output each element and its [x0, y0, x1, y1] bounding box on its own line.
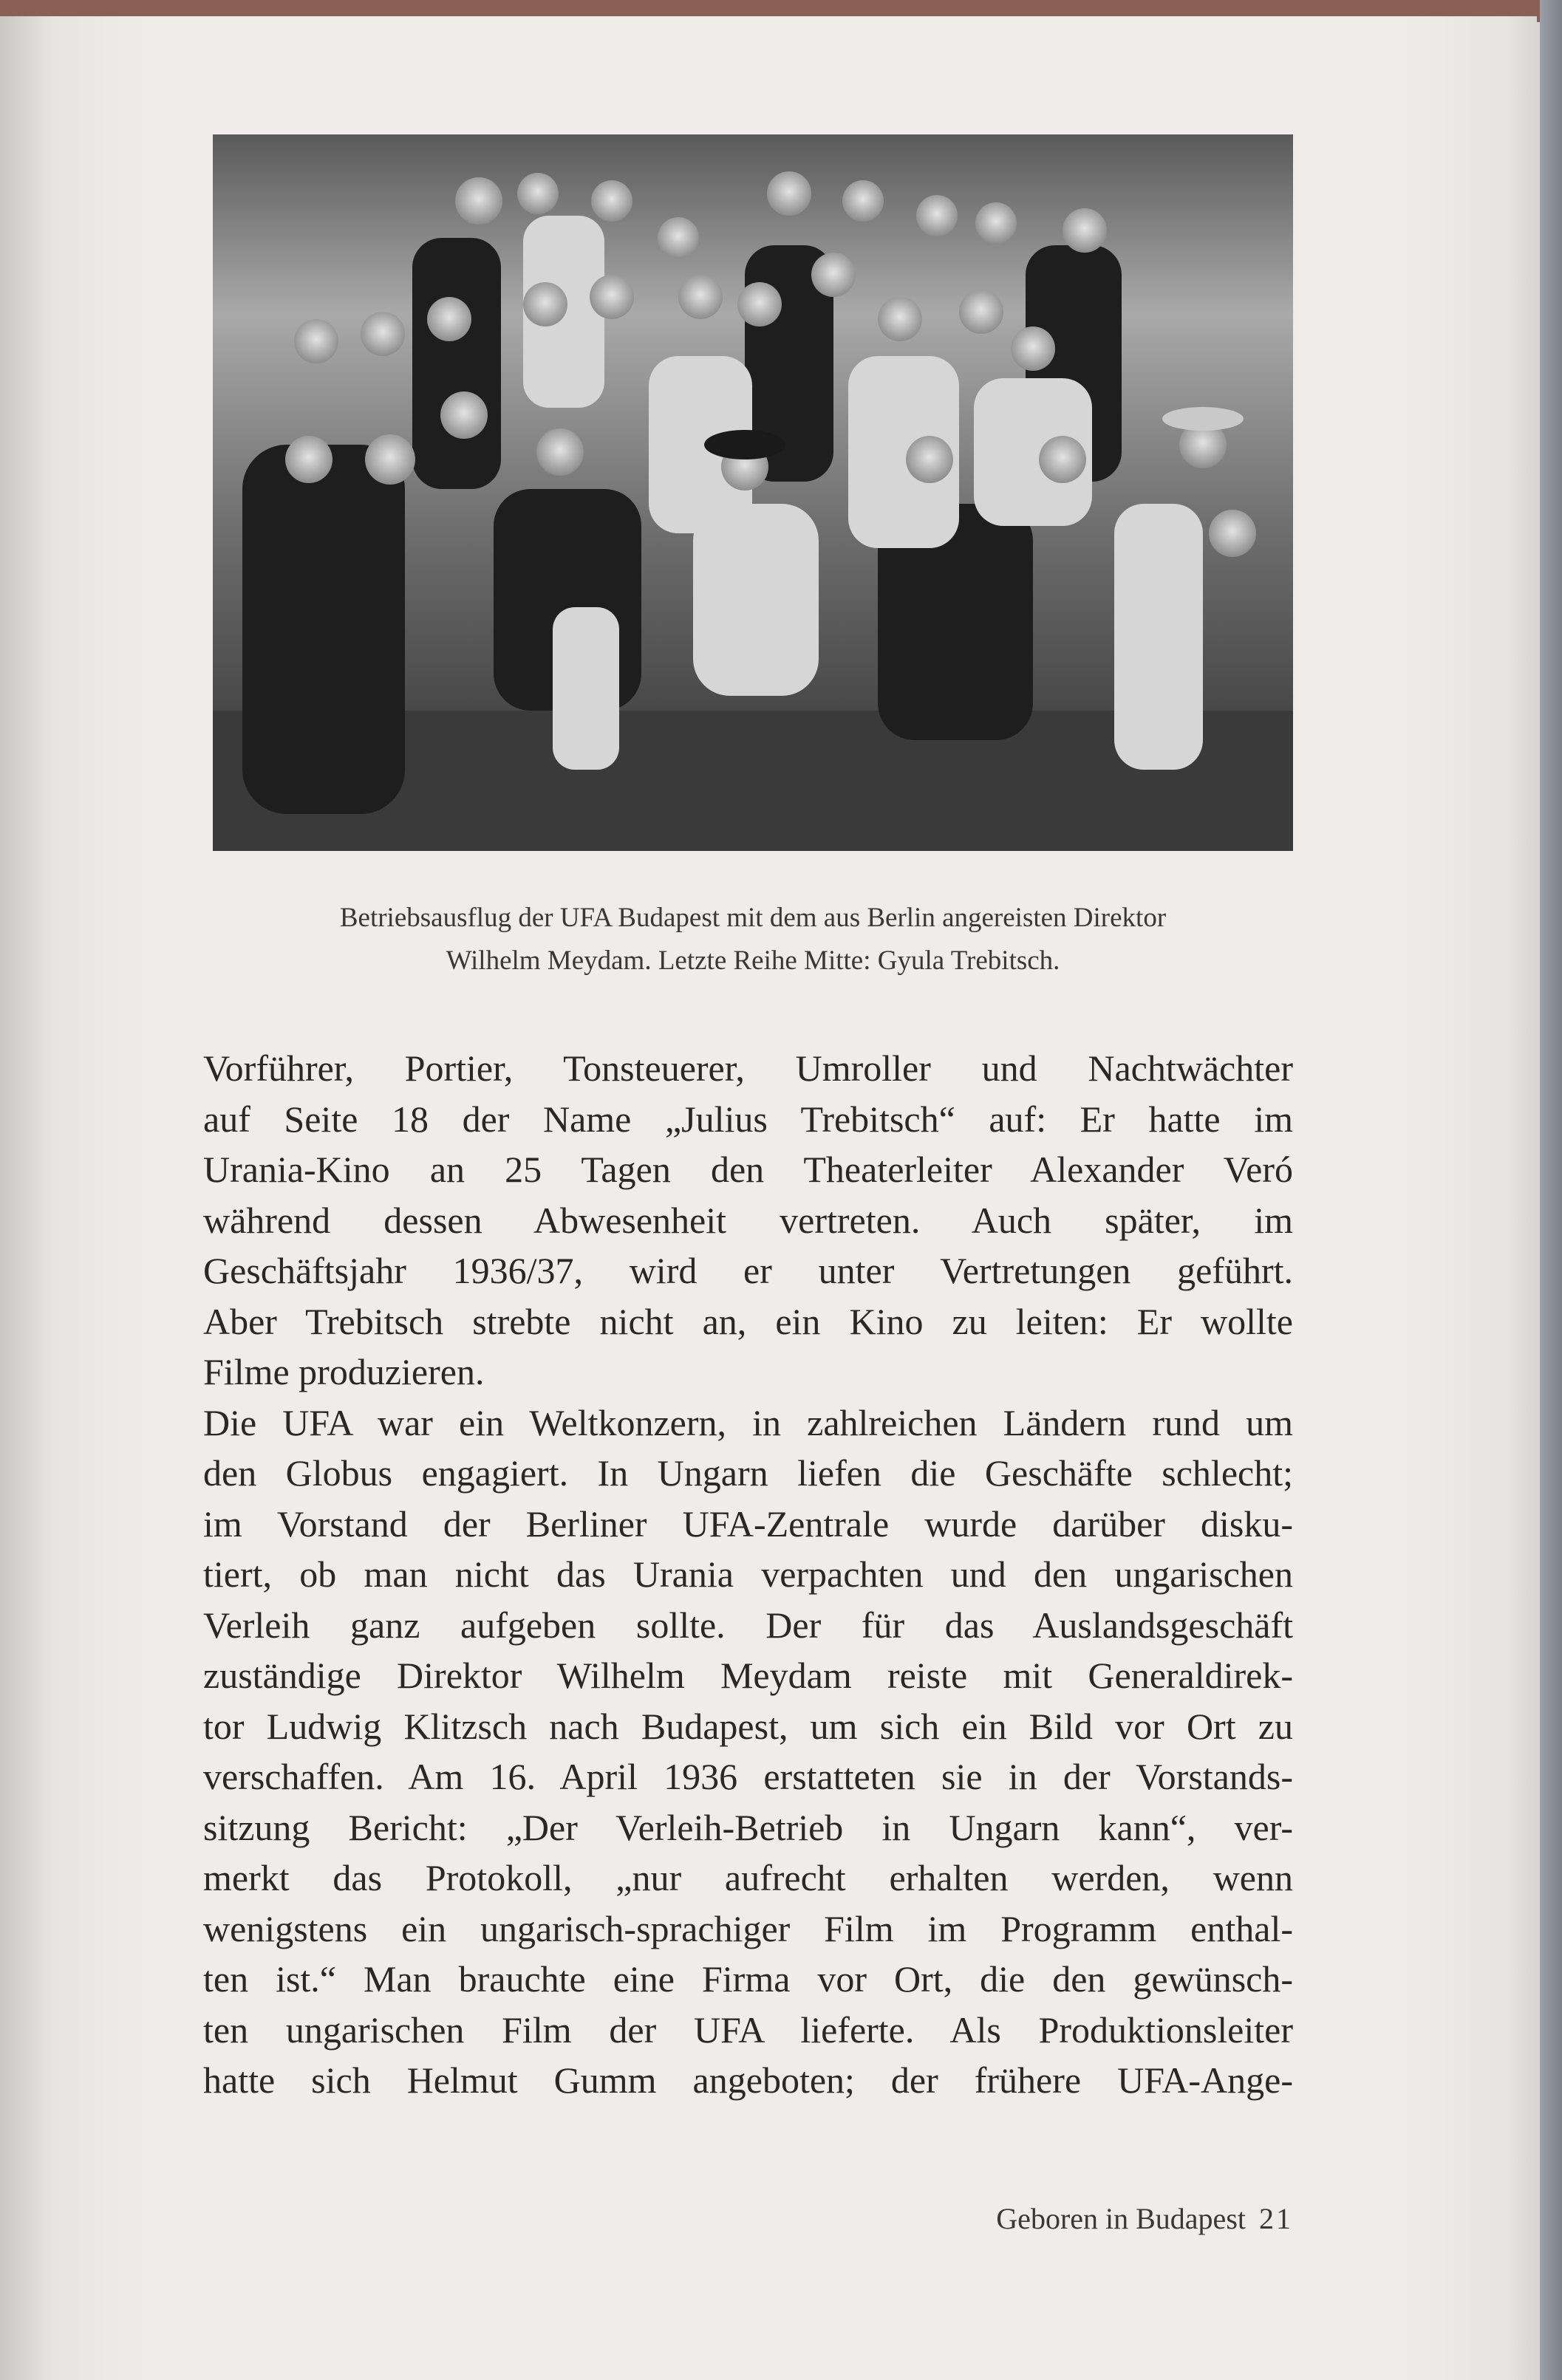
text-line: Geschäftsjahr 1936/37, wird er unter Vertretungen geführt.	[203, 1250, 1293, 1291]
text-line: im Vorstand der Berliner UFA-Zentrale wurde darüber disku-	[203, 1502, 1293, 1545]
body-text	[203, 1043, 1293, 2106]
text-line: Aber Trebitsch strebte nicht an, ein Kino zu leiten: Er wollte	[203, 1300, 1293, 1342]
text-line: sitzung Bericht: „Der Verleih-Betrieb in Ungarn kann“, ver-	[203, 1806, 1293, 1848]
text-line: ten ist.“ Man brauchte eine Firma vor Ort, die den gewünsch-	[203, 1958, 1293, 2000]
caption-line-2: Wilhelm Meydam. Letzte Reihe Mitte: Gyula Trebitsch.	[446, 945, 1060, 976]
text-line: tor Ludwig Klitzsch nach Budapest, um sich ein Bild vor Ort zu	[203, 1705, 1293, 1747]
text-line: Verleih ganz aufgeben sollte. Der für das Auslandsgeschäft	[203, 1604, 1293, 1646]
text-line: hatte sich Helmut Gumm angeboten; der frühere UFA-Ange-	[203, 2059, 1293, 2101]
text-line: während dessen Abwesenheit vertreten. Auch später, im	[203, 1199, 1293, 1241]
text-line: den Globus engagiert. In Ungarn liefen die Geschäfte schlecht;	[203, 1452, 1293, 1494]
text-line: Vorführer, Portier, Tonsteuerer, Umroller und Nachtwächter	[203, 1047, 1293, 1089]
running-head: Geboren in Budapest	[996, 2202, 1246, 2235]
text-line: Filme produzieren.	[203, 1351, 485, 1392]
text-line: verschaffen. Am 16. April 1936 erstatteten sie in der Vorstands-	[203, 1756, 1293, 1797]
group-photo-icon	[213, 134, 1293, 851]
caption-line-1: Betriebsausflug der UFA Budapest mit dem aus Berlin angereisten Direktor	[339, 903, 1167, 933]
book-page	[0, 16, 1537, 2380]
text-line: wenigstens ein ungarisch-sprachiger Film im Programm enthal-	[203, 1907, 1293, 1949]
text-line: Die UFA war ein Weltkonzern, in zahlreichen Ländern rund um	[203, 1401, 1293, 1443]
text-line: tiert, ob man nicht das Urania verpachten und den ungarischen	[203, 1553, 1293, 1595]
text-line: ten ungarischen Film der UFA lieferte. Als Produktionsleiter	[203, 2008, 1293, 2051]
page-number: 21	[1259, 2202, 1293, 2235]
page-footer	[938, 2201, 1293, 2236]
group-photo	[213, 134, 1293, 851]
book-cover-edge	[1540, 0, 1562, 2380]
photo-caption	[213, 897, 1293, 982]
text-line: merkt das Protokoll, „nur aufrecht erhalten werden, wenn	[203, 1857, 1293, 1898]
text-line: Urania-Kino an 25 Tagen den Theaterleiter Alexander Veró	[203, 1149, 1293, 1190]
text-line: auf Seite 18 der Name „Julius Trebitsch“ auf: Er hatte im	[203, 1098, 1293, 1140]
text-line: zuständige Direktor Wilhelm Meydam reiste mit Generaldirek-	[203, 1655, 1293, 1696]
